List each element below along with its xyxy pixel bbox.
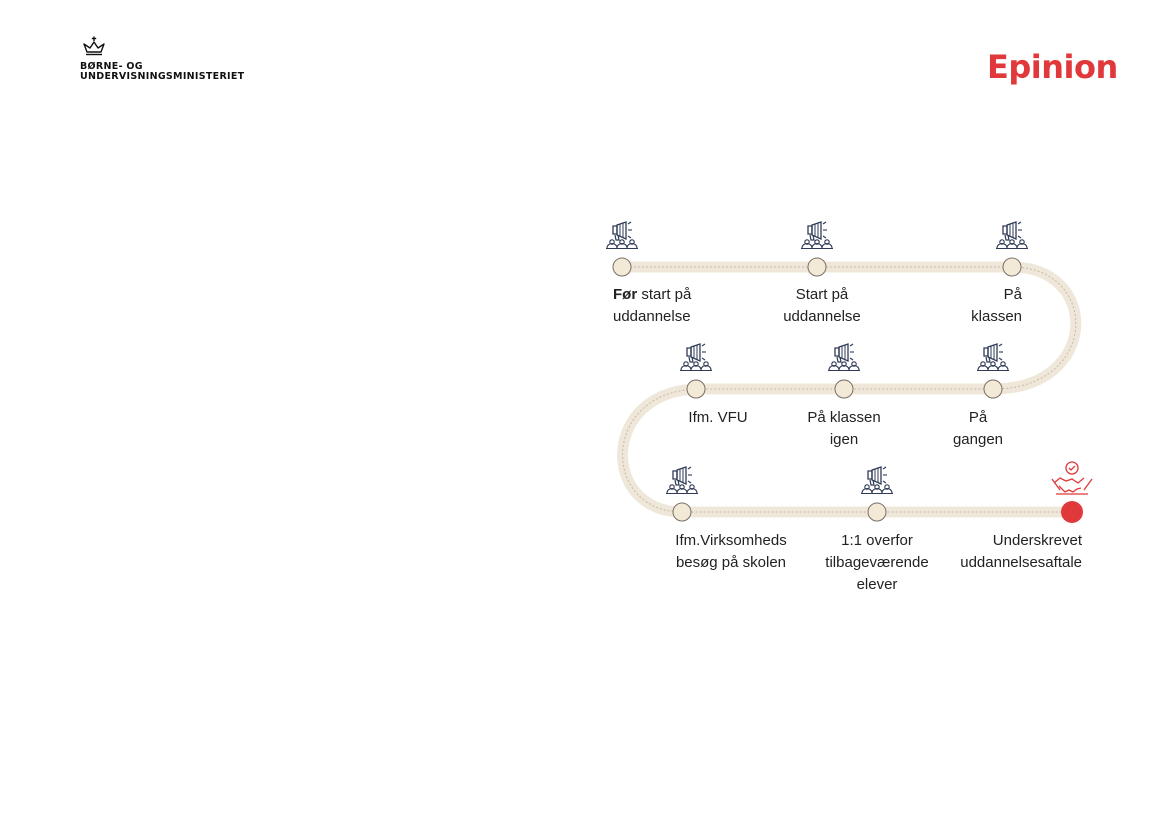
journey-node	[613, 258, 631, 276]
step-label: På klassen igen	[807, 409, 881, 448]
journey-node	[808, 258, 826, 276]
step-label: Før start på uddannelse	[613, 286, 692, 325]
ministry-name-line2: UNDERVISNINGSMINISTERIET	[80, 71, 245, 82]
step-label: Ifm. VFU	[688, 409, 748, 426]
megaphone-audience-icon	[996, 222, 1028, 249]
megaphone-audience-icon	[861, 467, 893, 494]
megaphone-audience-icon	[666, 467, 698, 494]
megaphone-audience-icon	[606, 222, 638, 249]
megaphone-audience-icon	[977, 344, 1009, 371]
step-label: Underskrevet uddannelsesaftale	[960, 532, 1082, 571]
step-label: 1:1 overfor tilbageværende elever	[825, 532, 929, 593]
journey-node	[984, 380, 1002, 398]
step-label: Ifm.Virksomheds besøg på skolen	[675, 532, 787, 571]
journey-node	[673, 503, 691, 521]
megaphone-audience-icon	[680, 344, 712, 371]
epinion-logo: Epinion	[987, 48, 1118, 86]
journey-node	[687, 380, 705, 398]
megaphone-audience-icon	[828, 344, 860, 371]
journey-end-node	[1061, 501, 1083, 523]
step-label: På klassen	[971, 286, 1022, 325]
step-label: På gangen	[952, 409, 1004, 448]
journey-node	[1003, 258, 1021, 276]
ministry-name-line1: BØRNE- OG	[80, 61, 143, 72]
handshake-check-icon	[1052, 462, 1092, 494]
journey-node	[868, 503, 886, 521]
step-label: Start på uddannelse	[783, 286, 861, 325]
megaphone-audience-icon	[801, 222, 833, 249]
journey-node	[835, 380, 853, 398]
